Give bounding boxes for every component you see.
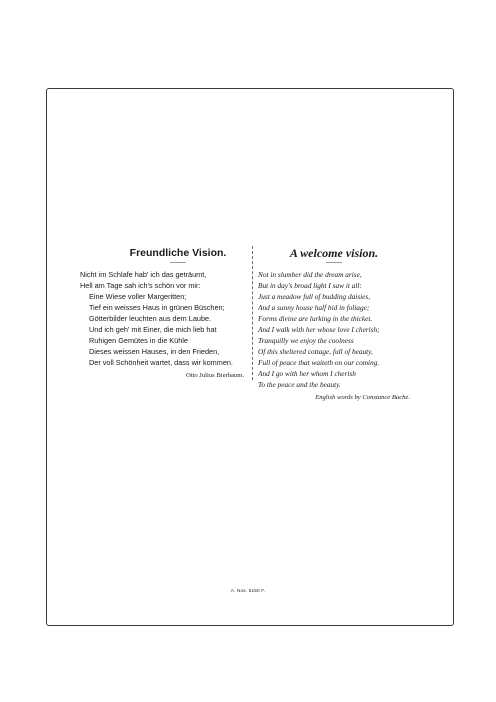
poem-line: Nicht im Schlafe hab' ich das geträumt,	[80, 270, 207, 279]
german-poem-title: Freundliche Vision.	[129, 247, 227, 259]
poem-line: Of this sheltered cottage, full of beauty,	[258, 347, 373, 356]
german-poem-author: Otto Julius Bierbaum.	[185, 372, 244, 379]
poem-line: But in day's broad light I saw it all:	[258, 281, 362, 290]
english-poem	[258, 246, 410, 401]
poem-line: Der voll Schönheit wartet, dass wir kommen.	[89, 358, 233, 367]
poem-line: And I walk with her whose love I cherish;	[258, 325, 380, 334]
poem-line: Ruhigen Gemütes in die Kühle	[89, 336, 188, 345]
poem-line: Tranquilly we enjoy the coolness	[258, 336, 354, 345]
english-poem-title: A welcome vision.	[289, 246, 379, 260]
poem-line: Full of peace that waiteth on our coming.	[258, 358, 380, 367]
column-divider	[252, 246, 253, 380]
title-rule	[326, 262, 342, 263]
poem-line: Götterbilder leuchten aus dem Laube.	[89, 314, 212, 323]
poem-line: Just a meadow full of budding daisies,	[258, 292, 371, 301]
poem-line: Dieses weissen Hauses, in den Frieden,	[89, 347, 220, 356]
poem-line: And a sunny house half hid in foliage;	[258, 303, 370, 312]
poem-line: Not in slumber did the dream arise,	[258, 270, 362, 279]
poem-line: And I go with her whom I cherish	[258, 369, 356, 378]
german-poem-lines	[80, 269, 248, 368]
english-poem-lines	[258, 269, 410, 390]
poem-line: Und ich geh' mit Einer, die mich lieb hat	[89, 325, 217, 334]
title-rule	[170, 262, 186, 263]
german-poem	[80, 246, 248, 379]
poem-line: Hell am Tage sah ich's schön vor mir:	[80, 281, 201, 290]
english-poem-translator: English words by Constance Bache.	[315, 394, 410, 401]
poem-line: To the peace and the beauty.	[258, 380, 341, 389]
plate-number: A. Nos. 5150 F.	[230, 588, 266, 593]
poem-line: Eine Wiese voller Margeritten;	[89, 292, 187, 301]
poem-line: Tief ein weisses Haus in grünen Büschen;	[89, 303, 225, 312]
poem-line: Forms divine are lurking in the thicket.	[258, 314, 373, 323]
